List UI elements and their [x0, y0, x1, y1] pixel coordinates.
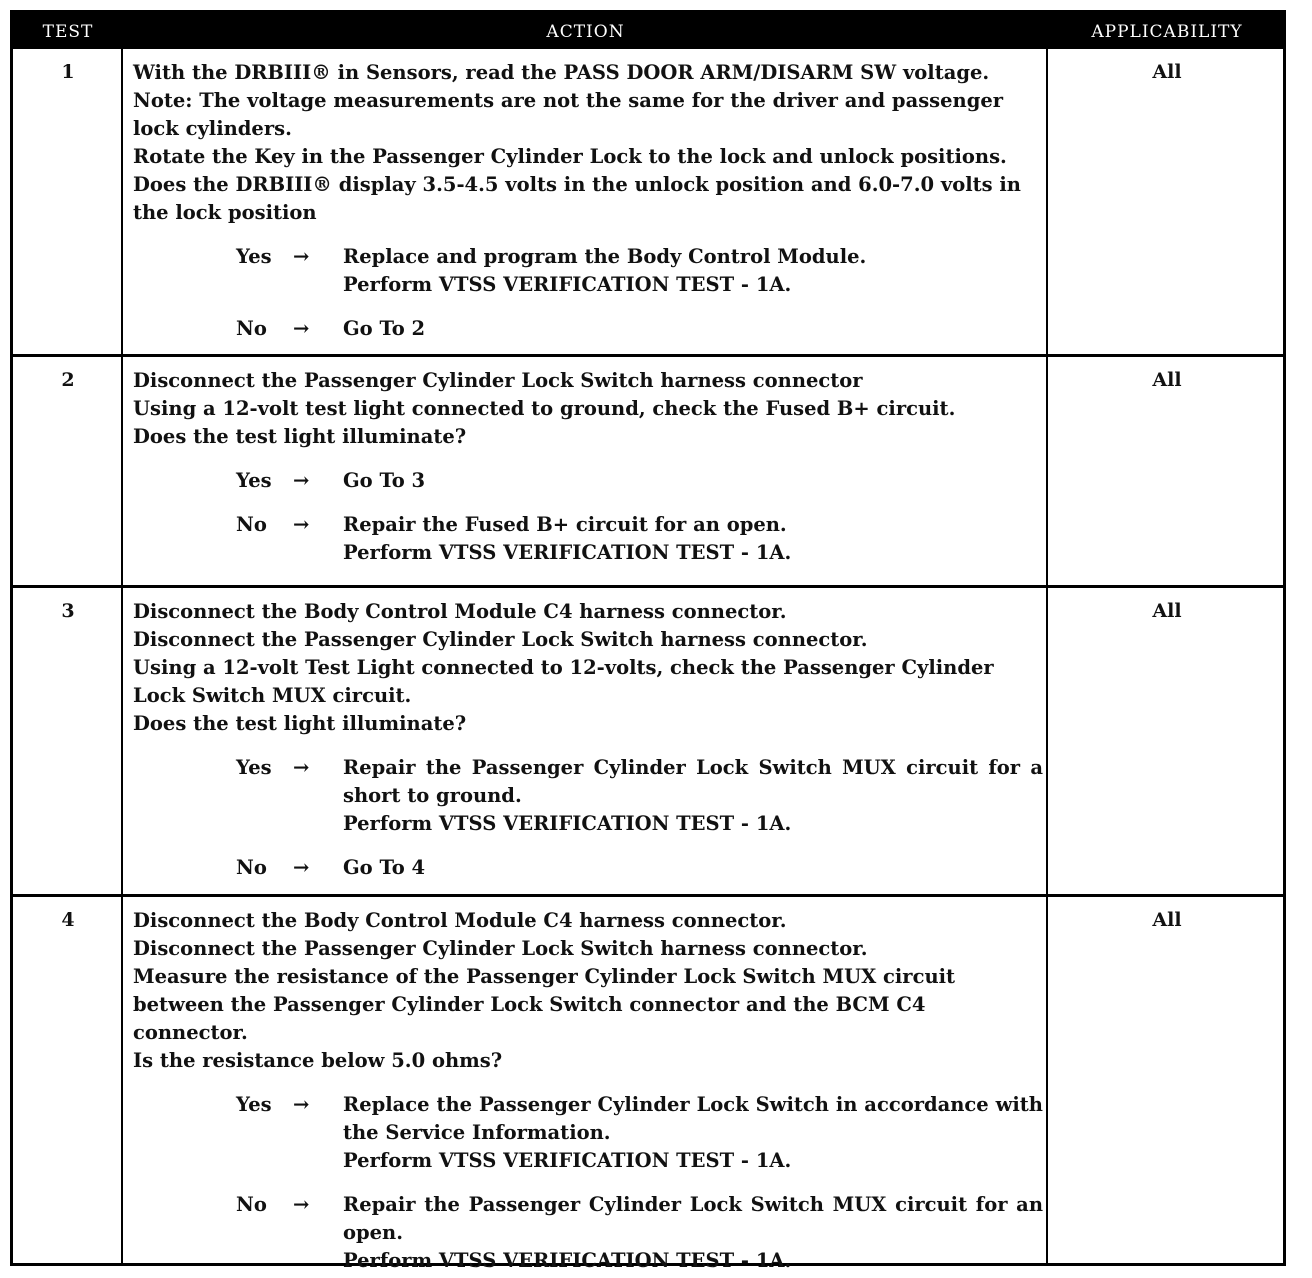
yes-label: Yes	[236, 245, 272, 268]
arrow-icon: →	[293, 245, 310, 268]
arrow-icon: →	[293, 756, 310, 779]
answer-line: Perform VTSS VERIFICATION TEST - 1A.	[343, 1249, 792, 1272]
yes-answer	[133, 467, 1043, 495]
action-cell	[133, 598, 1043, 882]
table-row	[13, 357, 1283, 585]
test-number: 1	[61, 61, 75, 83]
table-header	[13, 13, 1283, 49]
no-label: No	[236, 317, 267, 340]
applicability-value: All	[1152, 600, 1182, 622]
yes-label: Yes	[236, 756, 272, 779]
action-cell	[133, 367, 1043, 567]
action-line: Does the test light illuminate?	[133, 425, 467, 448]
arrow-icon: →	[293, 513, 310, 536]
action-line: Does the test light illuminate?	[133, 712, 467, 735]
answer-line: Go To 2	[343, 317, 426, 340]
yes-label: Yes	[236, 469, 272, 492]
action-line: Disconnect the Passenger Cylinder Lock Switch harness connector.	[133, 628, 868, 651]
action-line: Disconnect the Body Control Module C4 harness connector.	[133, 600, 787, 623]
action-line: With the DRBIII® in Sensors, read the PASS DOOR ARM/DISARM SW voltage.	[133, 61, 990, 84]
yes-label: Yes	[236, 1093, 272, 1116]
action-line: Rotate the Key in the Passenger Cylinder Lock to the lock and unlock positions.	[133, 145, 1007, 168]
yes-answer	[133, 754, 1043, 838]
answer-line: Perform VTSS VERIFICATION TEST - 1A.	[343, 812, 792, 835]
answer-line: Perform VTSS VERIFICATION TEST - 1A.	[343, 1149, 792, 1172]
applicability-value: All	[1152, 369, 1182, 391]
answer-line: Perform VTSS VERIFICATION TEST - 1A.	[343, 541, 792, 564]
test-number: 4	[61, 909, 75, 931]
answer-line: Replace and program the Body Control Module.	[343, 245, 867, 268]
arrow-icon: →	[293, 1093, 310, 1116]
no-label: No	[236, 856, 267, 879]
yes-answer	[133, 1091, 1043, 1175]
no-label: No	[236, 1193, 267, 1216]
answer-line: Go To 3	[343, 469, 426, 492]
test-number: 3	[61, 600, 75, 622]
action-line: Using a 12-volt Test Light connected to 12-volts, check the Passenger Cylinder Lock Switch MUX circuit.	[133, 656, 994, 707]
table-row	[13, 588, 1283, 894]
header-applicability: APPLICABILITY	[1091, 22, 1243, 42]
no-answer	[133, 854, 1043, 882]
action-line: Measure the resistance of the Passenger Cylinder Lock Switch MUX circuit between the Passenger Cylinder Lock Switch connector and the BCM C4 connector.	[133, 965, 956, 1044]
action-cell	[133, 907, 1043, 1275]
action-line: Does the DRBIII® display 3.5-4.5 volts in the unlock position and 6.0-7.0 volts in the lock position	[133, 173, 1021, 224]
no-answer	[133, 315, 1043, 343]
arrow-icon: →	[293, 469, 310, 492]
action-line: Is the resistance below 5.0 ohms?	[133, 1049, 503, 1072]
yes-answer	[133, 243, 1043, 299]
table-row	[13, 897, 1283, 1272]
applicability-value: All	[1152, 61, 1182, 83]
applicability-value: All	[1152, 909, 1182, 931]
action-cell	[133, 59, 1043, 343]
arrow-icon: →	[293, 1193, 310, 1216]
diagnostic-table	[10, 10, 1286, 1272]
table-row	[13, 49, 1283, 355]
no-answer	[133, 1191, 1043, 1275]
answer-line: Replace the Passenger Cylinder Lock Switch in accordance with the Service Information.	[343, 1093, 1043, 1144]
arrow-icon: →	[293, 856, 310, 879]
answer-line: Perform VTSS VERIFICATION TEST - 1A.	[343, 273, 792, 296]
no-label: No	[236, 513, 267, 536]
header-action: ACTION	[546, 22, 625, 42]
test-number: 2	[61, 369, 75, 391]
header-test: TEST	[42, 22, 94, 42]
answer-line: Repair the Passenger Cylinder Lock Switch MUX circuit for an open.	[343, 1193, 1043, 1244]
action-line: Using a 12-volt test light connected to ground, check the Fused B+ circuit.	[133, 397, 956, 420]
action-line: Disconnect the Body Control Module C4 harness connector.	[133, 909, 787, 932]
action-line: Disconnect the Passenger Cylinder Lock Switch harness connector	[133, 369, 863, 392]
no-answer	[133, 511, 1043, 567]
arrow-icon: →	[293, 317, 310, 340]
answer-line: Go To 4	[343, 856, 426, 879]
answer-line: Repair the Fused B+ circuit for an open.	[343, 513, 787, 536]
action-line: Disconnect the Passenger Cylinder Lock Switch harness connector.	[133, 937, 868, 960]
action-line: Note: The voltage measurements are not the same for the driver and passenger lock cylinders.	[133, 89, 1004, 140]
answer-line: Repair the Passenger Cylinder Lock Switch MUX circuit for a short to ground.	[343, 756, 1043, 807]
